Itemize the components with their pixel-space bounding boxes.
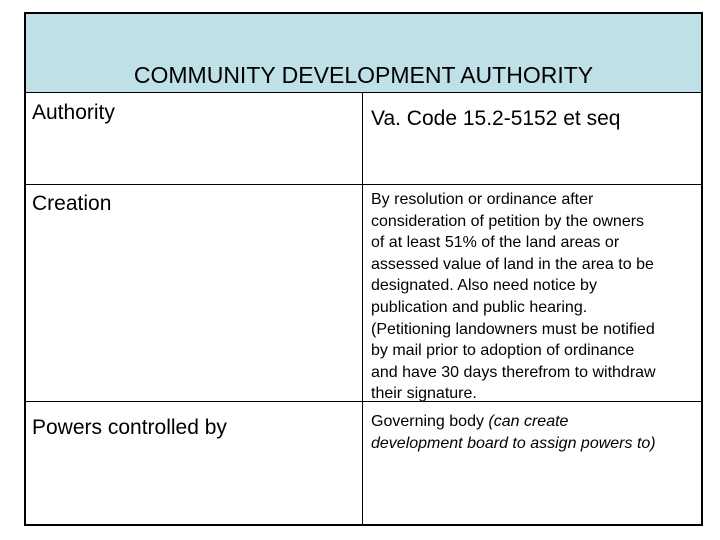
label-cell bbox=[26, 185, 363, 401]
table-title: COMMUNITY DEVELOPMENT AUTHORITY bbox=[133, 62, 594, 88]
creation-text-line: assessed value of land in the area to be bbox=[371, 255, 654, 273]
creation-text-line: publication and public hearing. bbox=[371, 298, 588, 316]
powers-italic-text: (can create bbox=[488, 413, 569, 430]
value-cell bbox=[363, 185, 701, 401]
row-label-powers: Powers controlled by bbox=[32, 416, 227, 439]
title-cell bbox=[26, 14, 701, 93]
value-cell bbox=[363, 93, 701, 184]
value-cell bbox=[363, 402, 701, 524]
cda-table bbox=[24, 12, 703, 526]
creation-text-line: consideration of petition by the owners bbox=[371, 212, 645, 230]
table-row-creation bbox=[26, 185, 701, 402]
label-cell bbox=[26, 93, 363, 184]
creation-text-line: their signature. bbox=[371, 385, 477, 403]
row-value-authority: Va. Code 15.2-5152 et seq bbox=[371, 107, 621, 130]
creation-text-line: by mail prior to adoption of ordinance bbox=[371, 342, 635, 360]
powers-text-line bbox=[371, 411, 695, 433]
table-row-powers bbox=[26, 402, 701, 524]
powers-text-line: development board to assign powers to) bbox=[371, 434, 656, 452]
row-value-creation bbox=[371, 189, 695, 405]
row-value-powers bbox=[371, 411, 695, 454]
row-label-authority: Authority bbox=[32, 101, 115, 124]
table-row-authority bbox=[26, 93, 701, 185]
label-cell bbox=[26, 402, 363, 524]
creation-text-line: and have 30 days therefrom to withdraw bbox=[371, 363, 656, 381]
creation-text-line: By resolution or ordinance after bbox=[371, 191, 594, 208]
creation-text-line: (Petitioning landowners must be notified bbox=[371, 320, 655, 338]
creation-text-line: of at least 51% of the land areas or bbox=[371, 234, 620, 252]
row-label-creation: Creation bbox=[32, 192, 112, 215]
powers-plain-text: Governing body bbox=[371, 413, 489, 430]
creation-text-line: designated. Also need notice by bbox=[371, 277, 597, 295]
